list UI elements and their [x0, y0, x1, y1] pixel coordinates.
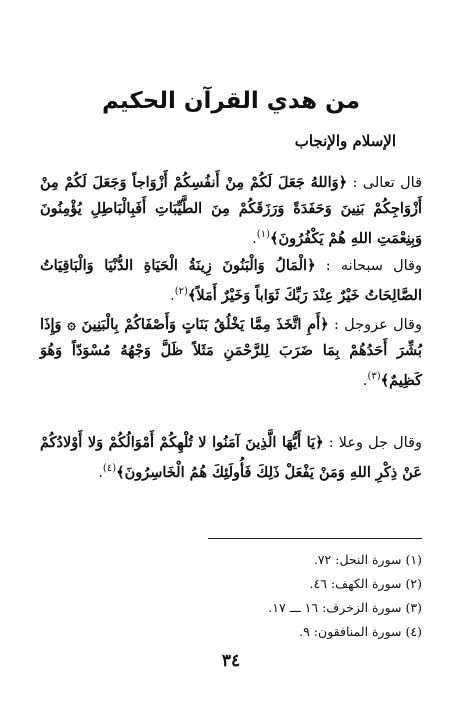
page-number: ٣٤: [221, 651, 241, 671]
paragraph-intro: قال تعالى :: [347, 175, 422, 191]
footnote: (١) سورة النحل: ٧٢.: [313, 552, 422, 567]
footnote: (٤) سورة المنافقون: ٩.: [299, 624, 422, 639]
footnote-ref: (٣): [367, 371, 381, 382]
section-heading: الإسلام والإنجاب: [294, 132, 396, 150]
quran-verse: ﴿الْمَالُ وَالْبَنُونَ زِينَةُ الْحَيَاةِ الدُّنْيَا وَالْبَاقِيَاتُ الصَّالِحَاتُ خَيْرٌ عِنْدَ رَبِّكَ ثَوَاباً وَخَيْرٌ أَمَلاً﴾: [40, 257, 422, 304]
paragraph-3: وقال عزوجل : ﴿أَمِ اتَّخَذَ مِمَّا يَخْلُقُ بَنَاتٍ وَأَصْفَاكُمْ بِالْبَنِينَ ۞ وَإِذَا بُشِّرَ أَحَدُهُمْ بِمَا ضَرَبَ لِلرَّحْمَنِ مَثَلاً ظَلَّ وَجْهُهُ مُسْوَدّاً وَهُوَ كَظِيمٌ﴾$^{(٣)}$.: [40, 316, 422, 389]
paragraph-1: قال تعالى : ﴿وَاللهُ جَعَلَ لَكُمْ مِنْ أَنفُسِكُمْ أَزْوَاجاً وَجَعَلَ لَكُمْ مِنْ أَزْوَاجِكُمْ بَنِينَ وَحَفَدَةً وَرَزَقَكُمْ مِنَ الطَّيِّبَاتِ أَفَبِالْبَاطِلِ يُؤْمِنُونَ وَبِنِعْمَتِ اللهِ هُمْ يَكْفُرُونَ﴾$^{(١)}$.: [40, 174, 422, 247]
paragraph-4: وقال جل وعلا : ﴿يَا أَيُّهَا الَّذِينَ آمَنُوا لا تُلْهِكُمْ أَمْوَالُكُمْ وَلا أَوْلادُكُمْ عَنْ ذِكْرِ اللهِ وَمَنْ يَفْعَلْ ذَلِكَ فَأُولَئِكَ هُمُ الْخَاسِرُونَ﴾$^{(٤)}$.: [40, 434, 422, 481]
page-title: من هدي القرآن الحكيم: [101, 88, 361, 114]
quran-verse: ﴿وَاللهُ جَعَلَ لَكُمْ مِنْ أَنفُسِكُمْ أَزْوَاجاً وَجَعَلَ لَكُمْ مِنْ أَزْوَاجِكُمْ بَنِينَ وَحَفَدَةً وَرَزَقَكُمْ مِنَ الطَّيِّبَاتِ أَفَبِالْبَاطِلِ يُؤْمِنُونَ وَبِنِعْمَتِ اللهِ هُمْ يَكْفُرُونَ﴾: [40, 174, 422, 247]
paragraph-2: وقال سبحانه : ﴿الْمَالُ وَالْبَنُونَ زِينَةُ الْحَيَاةِ الدُّنْيَا وَالْبَاقِيَاتُ الصَّالِحَاتُ خَيْرٌ عِنْدَ رَبِّكَ ثَوَاباً وَخَيْرٌ أَمَلاً﴾$^{(٢)}$.: [40, 257, 422, 304]
footnote: (٢) سورة الكهف: ٤٦.: [309, 576, 422, 591]
footnote: (٣) سورة الزخرف: ١٦ ـــ ١٧.: [268, 600, 422, 615]
paragraph-intro: وقال عزوجل :: [328, 317, 422, 333]
footnotes-list: [268, 548, 422, 644]
paragraph-intro: وقال جل وعلا :: [323, 435, 422, 451]
quran-verse: ﴿أَمِ اتَّخَذَ مِمَّا يَخْلُقُ بَنَاتٍ وَأَصْفَاكُمْ بِالْبَنِينَ ۞ وَإِذَا بُشِّرَ أَحَدُهُمْ بِمَا ضَرَبَ لِلرَّحْمَنِ مَثَلاً ظَلَّ وَجْهُهُ مُسْوَدّاً وَهُوَ كَظِيمٌ﴾: [40, 316, 422, 389]
footnote-ref: (١): [256, 229, 270, 240]
footnote-ref: (٤): [102, 463, 117, 474]
quran-verse: ﴿يَا أَيُّهَا الَّذِينَ آمَنُوا لا تُلْهِكُمْ أَمْوَالُكُمْ وَلا أَوْلادُكُمْ عَنْ ذِكْرِ اللهِ وَمَنْ يَفْعَلْ ذَلِكَ فَأُولَئِكَ هُمُ الْخَاسِرُونَ﴾: [40, 434, 422, 481]
footnote-divider: [208, 538, 422, 539]
footnote-ref: (٢): [174, 286, 188, 297]
paragraph-intro: وقال سبحانه :: [315, 258, 422, 274]
